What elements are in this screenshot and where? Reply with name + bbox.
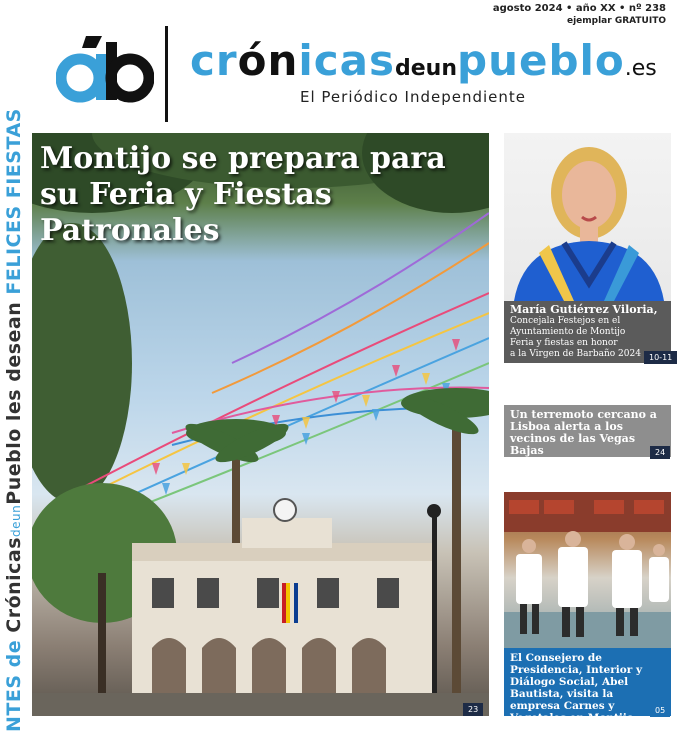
portrait-role-line: Ayuntamiento de Montijo <box>510 327 626 337</box>
masthead-brand <box>190 36 657 88</box>
issue-free-copy: ejemplar GRATUITO <box>566 16 666 26</box>
side-text-part: Pueblo <box>3 428 25 505</box>
side-text-part: les desean <box>3 294 25 429</box>
factory-page-tag: 05 <box>650 704 670 717</box>
news-teaser[interactable]: Un terremoto cercano a Lisboa alerta a los vecinos de las Vegas Bajas <box>504 405 671 457</box>
brand-part: cr <box>190 36 238 85</box>
factory-illustration <box>504 492 671 648</box>
masthead-divider <box>165 26 168 122</box>
brand-part: pueblo <box>457 36 625 85</box>
portrait-role-line: Feria y fiestas en honor <box>510 338 618 348</box>
side-greeting-strip <box>0 35 28 732</box>
main-story-page-tag: 23 <box>463 703 483 716</box>
side-text-part: FELICES FIESTAS <box>3 108 25 295</box>
main-headline[interactable]: Montijo se prepara para su Feria y Fiestas Patronales <box>40 141 446 248</box>
factory-photo[interactable] <box>504 492 671 648</box>
side-greeting-text <box>3 35 25 732</box>
portrait-role-line: Concejala Festejos en el <box>510 316 621 326</box>
portrait-page-tag: 10-11 <box>644 351 677 364</box>
portrait-name: María Gutiérrez Viloria, <box>510 303 658 316</box>
issue-info <box>493 3 666 27</box>
portrait-illustration <box>504 133 671 301</box>
news-page-tag: 24 <box>650 446 670 459</box>
portrait-role-line: a la Virgen de Barbaño 2024 <box>510 349 641 359</box>
side-text-part: deun <box>9 504 23 537</box>
factory-caption[interactable]: El Consejero de Presidencia, Interior y Diálogo Social, Abel Bautista, visita la empresa Carnes y Vegetales en Montijo <box>504 648 671 716</box>
brand-part: ón <box>237 36 299 85</box>
side-text-part: NTES de <box>3 632 25 732</box>
masthead-tagline: El Periódico Independiente <box>300 88 527 106</box>
portrait-photo[interactable] <box>504 133 671 301</box>
issue-date-number: agosto 2024 • año XX • nº 238 <box>492 3 666 14</box>
brand-part: .es <box>624 56 657 81</box>
side-text-part: Crónicas <box>3 536 25 633</box>
brand-part: deun <box>395 56 458 81</box>
masthead-logo-icon <box>56 36 154 108</box>
brand-part: icas <box>298 36 396 85</box>
